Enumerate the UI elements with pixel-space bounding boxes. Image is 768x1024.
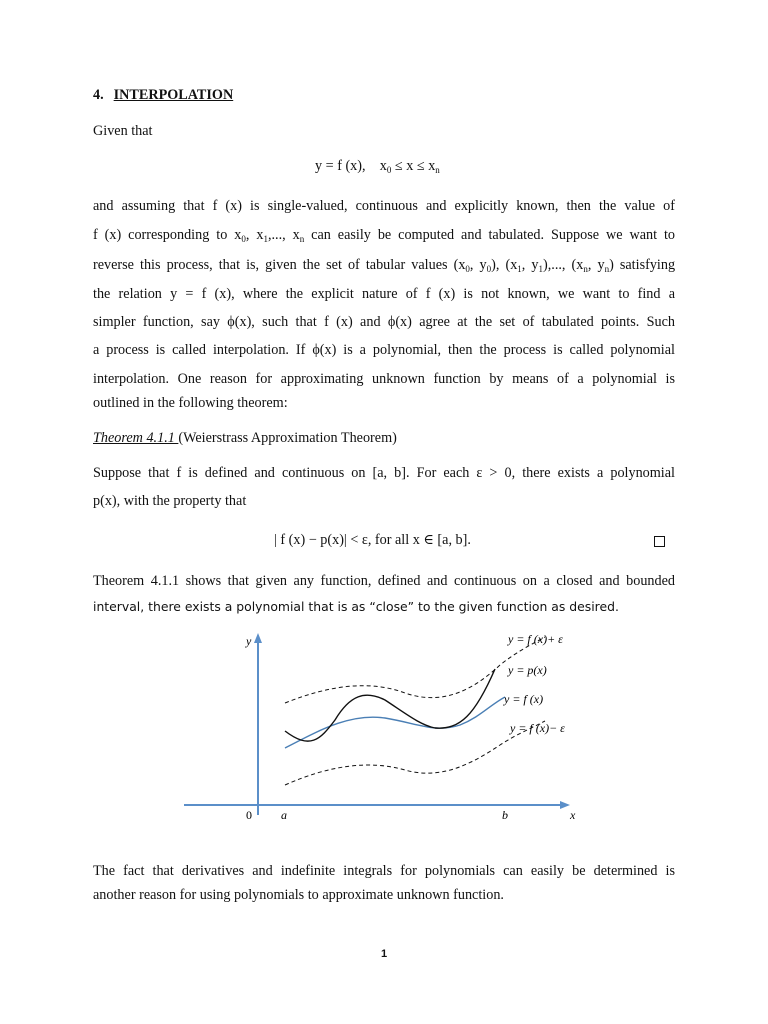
equation-lhs: y = f (x),	[315, 158, 366, 174]
paragraph-2-line-1: Theorem 4.1.1 shows that given any function, defined and continuous on a closed and bounded	[93, 573, 675, 589]
page-number: 1	[380, 948, 388, 960]
section-title: INTERPOLATION	[113, 87, 234, 103]
paragraph-3-line-2: another reason for using polynomials to approximate unknown function.	[93, 887, 504, 903]
b-label: b	[502, 808, 508, 822]
equation-range: $x_0 \le x \le x_n$	[379, 158, 440, 175]
theorem-line-1: Suppose that f is defined and continuous on [a, b]. For each ε > 0, there exists a polynomial	[93, 465, 675, 481]
theorem-line-2: p(x), with the property that	[93, 493, 247, 509]
qed-square-icon	[654, 536, 665, 547]
y-axis-arrow-icon	[254, 633, 262, 643]
paragraph-1-line-7: interpolation. One reason for approximating unknown function by means of a polynomial is	[93, 371, 675, 387]
theorem-label: Theorem 4.1.1	[93, 430, 179, 446]
lower-curve-label: y = f (x)− ε	[510, 721, 565, 735]
p-curve	[285, 669, 495, 741]
p-curve-label: y = p(x)	[508, 663, 547, 677]
origin-label: 0	[246, 808, 252, 822]
paragraph-1-line-4: the relation y = f (x), where the explicit nature of f (x) is not known, we want to find a	[93, 286, 675, 302]
paragraph-1-line-6: a process is called interpolation. If ϕ(x) is a polynomial, then the process is called polynomial	[93, 342, 675, 358]
section-number: 4.	[93, 87, 104, 103]
theorem-equation: | f (x) − p(x)| < ε, for all x ∈ [a, b].	[274, 532, 471, 548]
x-axis-label: x	[570, 808, 576, 822]
paragraph-1-line-2: f (x) corresponding to $x_0$, $x_1$,..., $x_n$ can easily be computed and tabulated. Suppose we want to	[93, 227, 676, 244]
f-curve-label: y = f (x)	[504, 692, 544, 706]
paragraph-3-line-1: The fact that derivatives and indefinite integrals for polynomials can easily be determined is	[93, 863, 675, 879]
section-heading	[93, 87, 233, 104]
approximation-figure	[170, 625, 600, 830]
theorem-heading	[93, 429, 675, 447]
given-that-text: Given that	[93, 123, 153, 139]
upper-curve-label: y = f (x)+ ε	[508, 632, 563, 646]
y-axis-label: y	[246, 634, 252, 648]
paragraph-1-line-8: outlined in the following theorem:	[93, 395, 288, 411]
f-curve	[285, 697, 505, 748]
paragraph-1-line-5: simpler function, say ϕ(x), such that f (x) and ϕ(x) agree at the set of tabulated points. Such	[93, 314, 675, 330]
paragraph-1-line-3: reverse this process, that is, given the set of tabular values ($x_0$, $y_0$), ($x_1$, $y_1$),..., ($x_n$, $y_n$) satisfying	[93, 257, 676, 274]
equation-domain	[315, 158, 440, 175]
theorem-name: (Weierstrass Approximation Theorem)	[178, 430, 397, 446]
x-axis-arrow-icon	[560, 801, 570, 809]
lower-bound-curve	[285, 721, 545, 785]
paragraph-2-line-2: interval, there exists a polynomial that is as “close” to the given function as desired.	[93, 599, 619, 614]
paragraph-1-line-1: and assuming that f (x) is single-valued, continuous and explicitly known, then the value of	[93, 198, 675, 214]
a-label: a	[281, 808, 287, 822]
